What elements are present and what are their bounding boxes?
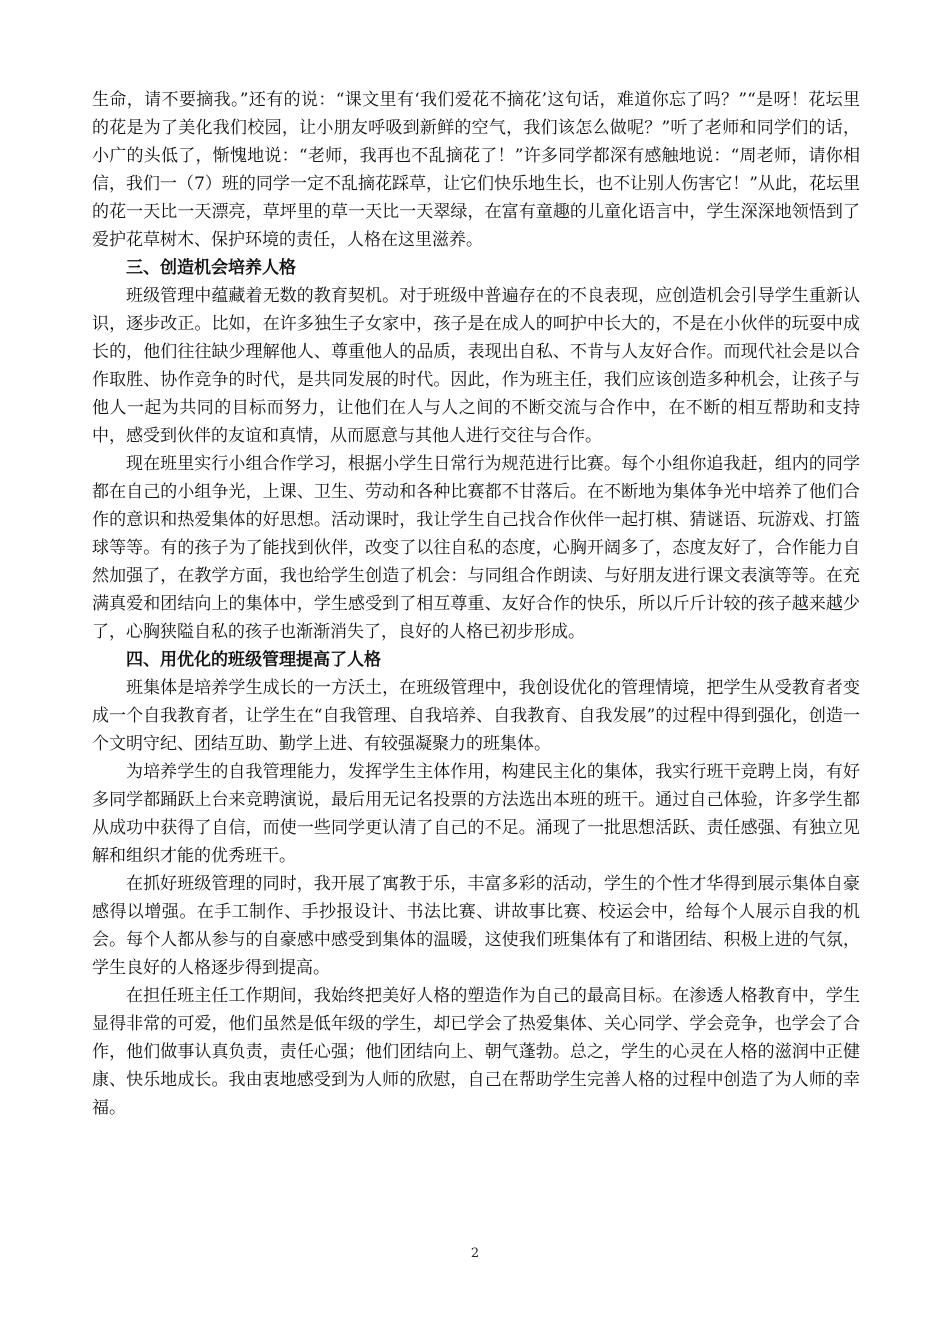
paragraph-continuation: 生命，请不要摘我。”还有的说：“课文里有‘我们爱花不摘花’这句话，难道你忘了吗？”“是呀！花坛里的花是为了美化我们校园，让小朋友呼吸到新鲜的空气，我们该怎么做呢？”听了老师和同学们的话，小广的头低了，惭愧地说：“老师，我再也不乱摘花了！”许多同学都深有感触地说：“周老师，请你相信，我们一（7）班的同学一定不乱摘花踩草，让它们快乐地生长，也不让别人伤害它！”从此，花坛里的花一天比一天漂亮，草坪里的草一天比一天翠绿，在富有童趣的儿童化语言中，学生深深地领悟到了爱护花草树木、保护环境的责任，人格在这里滋养。 <box>92 90 860 250</box>
section-heading-3: 三、创造机会培养人格 <box>126 258 296 278</box>
page-number: 2 <box>470 1246 480 1261</box>
paragraph: 班集体是培养学生成长的一方沃土，在班级管理中，我创设优化的管理情境，把学生从受教育者变成一个自我教育者，让学生在“自我管理、自我培养、自我教育、自我发展”的过程中得到强化，创造一个文明守纪、团结互助、勤学上进、有较强凝聚力的班集体。 <box>92 678 860 754</box>
document-body <box>92 86 860 1122</box>
section-heading-4: 四、用优化的班级管理提高了人格 <box>126 650 381 670</box>
paragraph: 现在班里实行小组合作学习，根据小学生日常行为规范进行比赛。每个小组你追我赶，组内的同学都在自己的小组争光，上课、卫生、劳动和各种比赛都不甘落后。在不断地为集体争光中培养了他们合作的意识和热爱集体的好思想。活动课时，我让学生自己找合作伙伴一起打棋、猜谜语、玩游戏、打篮球等等。有的孩子为了能找到伙伴，改变了以往自私的态度，心胸开阔多了，态度友好了，合作能力自然加强了，在教学方面，我也给学生创造了机会：与同组合作朗读、与好朋友进行课文表演等等。在充满真爱和团结向上的集体中，学生感受到了相互尊重、友好合作的快乐，所以斤斤计较的孩子越来越少了，心胸狭隘自私的孩子也渐渐消失了，良好的人格已初步形成。 <box>92 454 860 642</box>
paragraph: 班级管理中蕴藏着无数的教育契机。对于班级中普遍存在的不良表现，应创造机会引导学生重新认识，逐步改正。比如，在许多独生子女家中，孩子是在成人的呵护中长大的，不是在小伙伴的玩耍中成长的，他们往往缺少理解他人、尊重他人的品质，表现出自私、不肯与人友好合作。而现代社会是以合作取胜、协作竞争的时代，是共同发展的时代。因此，作为班主任，我们应该创造多种机会，让孩子与他人一起为共同的目标而努力，让他们在人与人之间的不断交流与合作中，在不断的相互帮助和支持中，感受到伙伴的友谊和真情，从而愿意与其他人进行交往与合作。 <box>92 286 860 446</box>
paragraph: 为培养学生的自我管理能力，发挥学生主体作用，构建民主化的集体，我实行班干竞聘上岗，有好多同学都踊跃上台来竞聘演说，最后用无记名投票的方法选出本班的班干。通过自己体验，许多学生都从成功中获得了自信，而使一些同学更认清了自己的不足。涌现了一批思想活跃、责任感强、有独立见解和组织才能的优秀班干。 <box>92 762 860 866</box>
paragraph: 在抓好班级管理的同时，我开展了寓教于乐，丰富多彩的活动，学生的个性才华得到展示集体自豪感得以增强。在手工制作、手抄报设计、书法比赛、讲故事比赛、校运会中，给每个人展示自我的机会。每个人都从参与的自豪感中感受到集体的温暖，这使我们班集体有了和谐团结、积极上进的气氛，学生良好的人格逐步得到提高。 <box>92 874 860 978</box>
paragraph: 在担任班主任工作期间，我始终把美好人格的塑造作为自己的最高目标。在渗透人格教育中，学生显得非常的可爱，他们虽然是低年级的学生，却已学会了热爱集体、关心同学、学会竞争，也学会了合作，他们做事认真负责，责任心强；他们团结向上、朝气蓬勃。总之，学生的心灵在人格的滋润中正健康、快乐地成长。我由衷地感受到为人师的欣慰，自己在帮助学生完善人格的过程中创造了为人师的幸福。 <box>92 986 860 1118</box>
